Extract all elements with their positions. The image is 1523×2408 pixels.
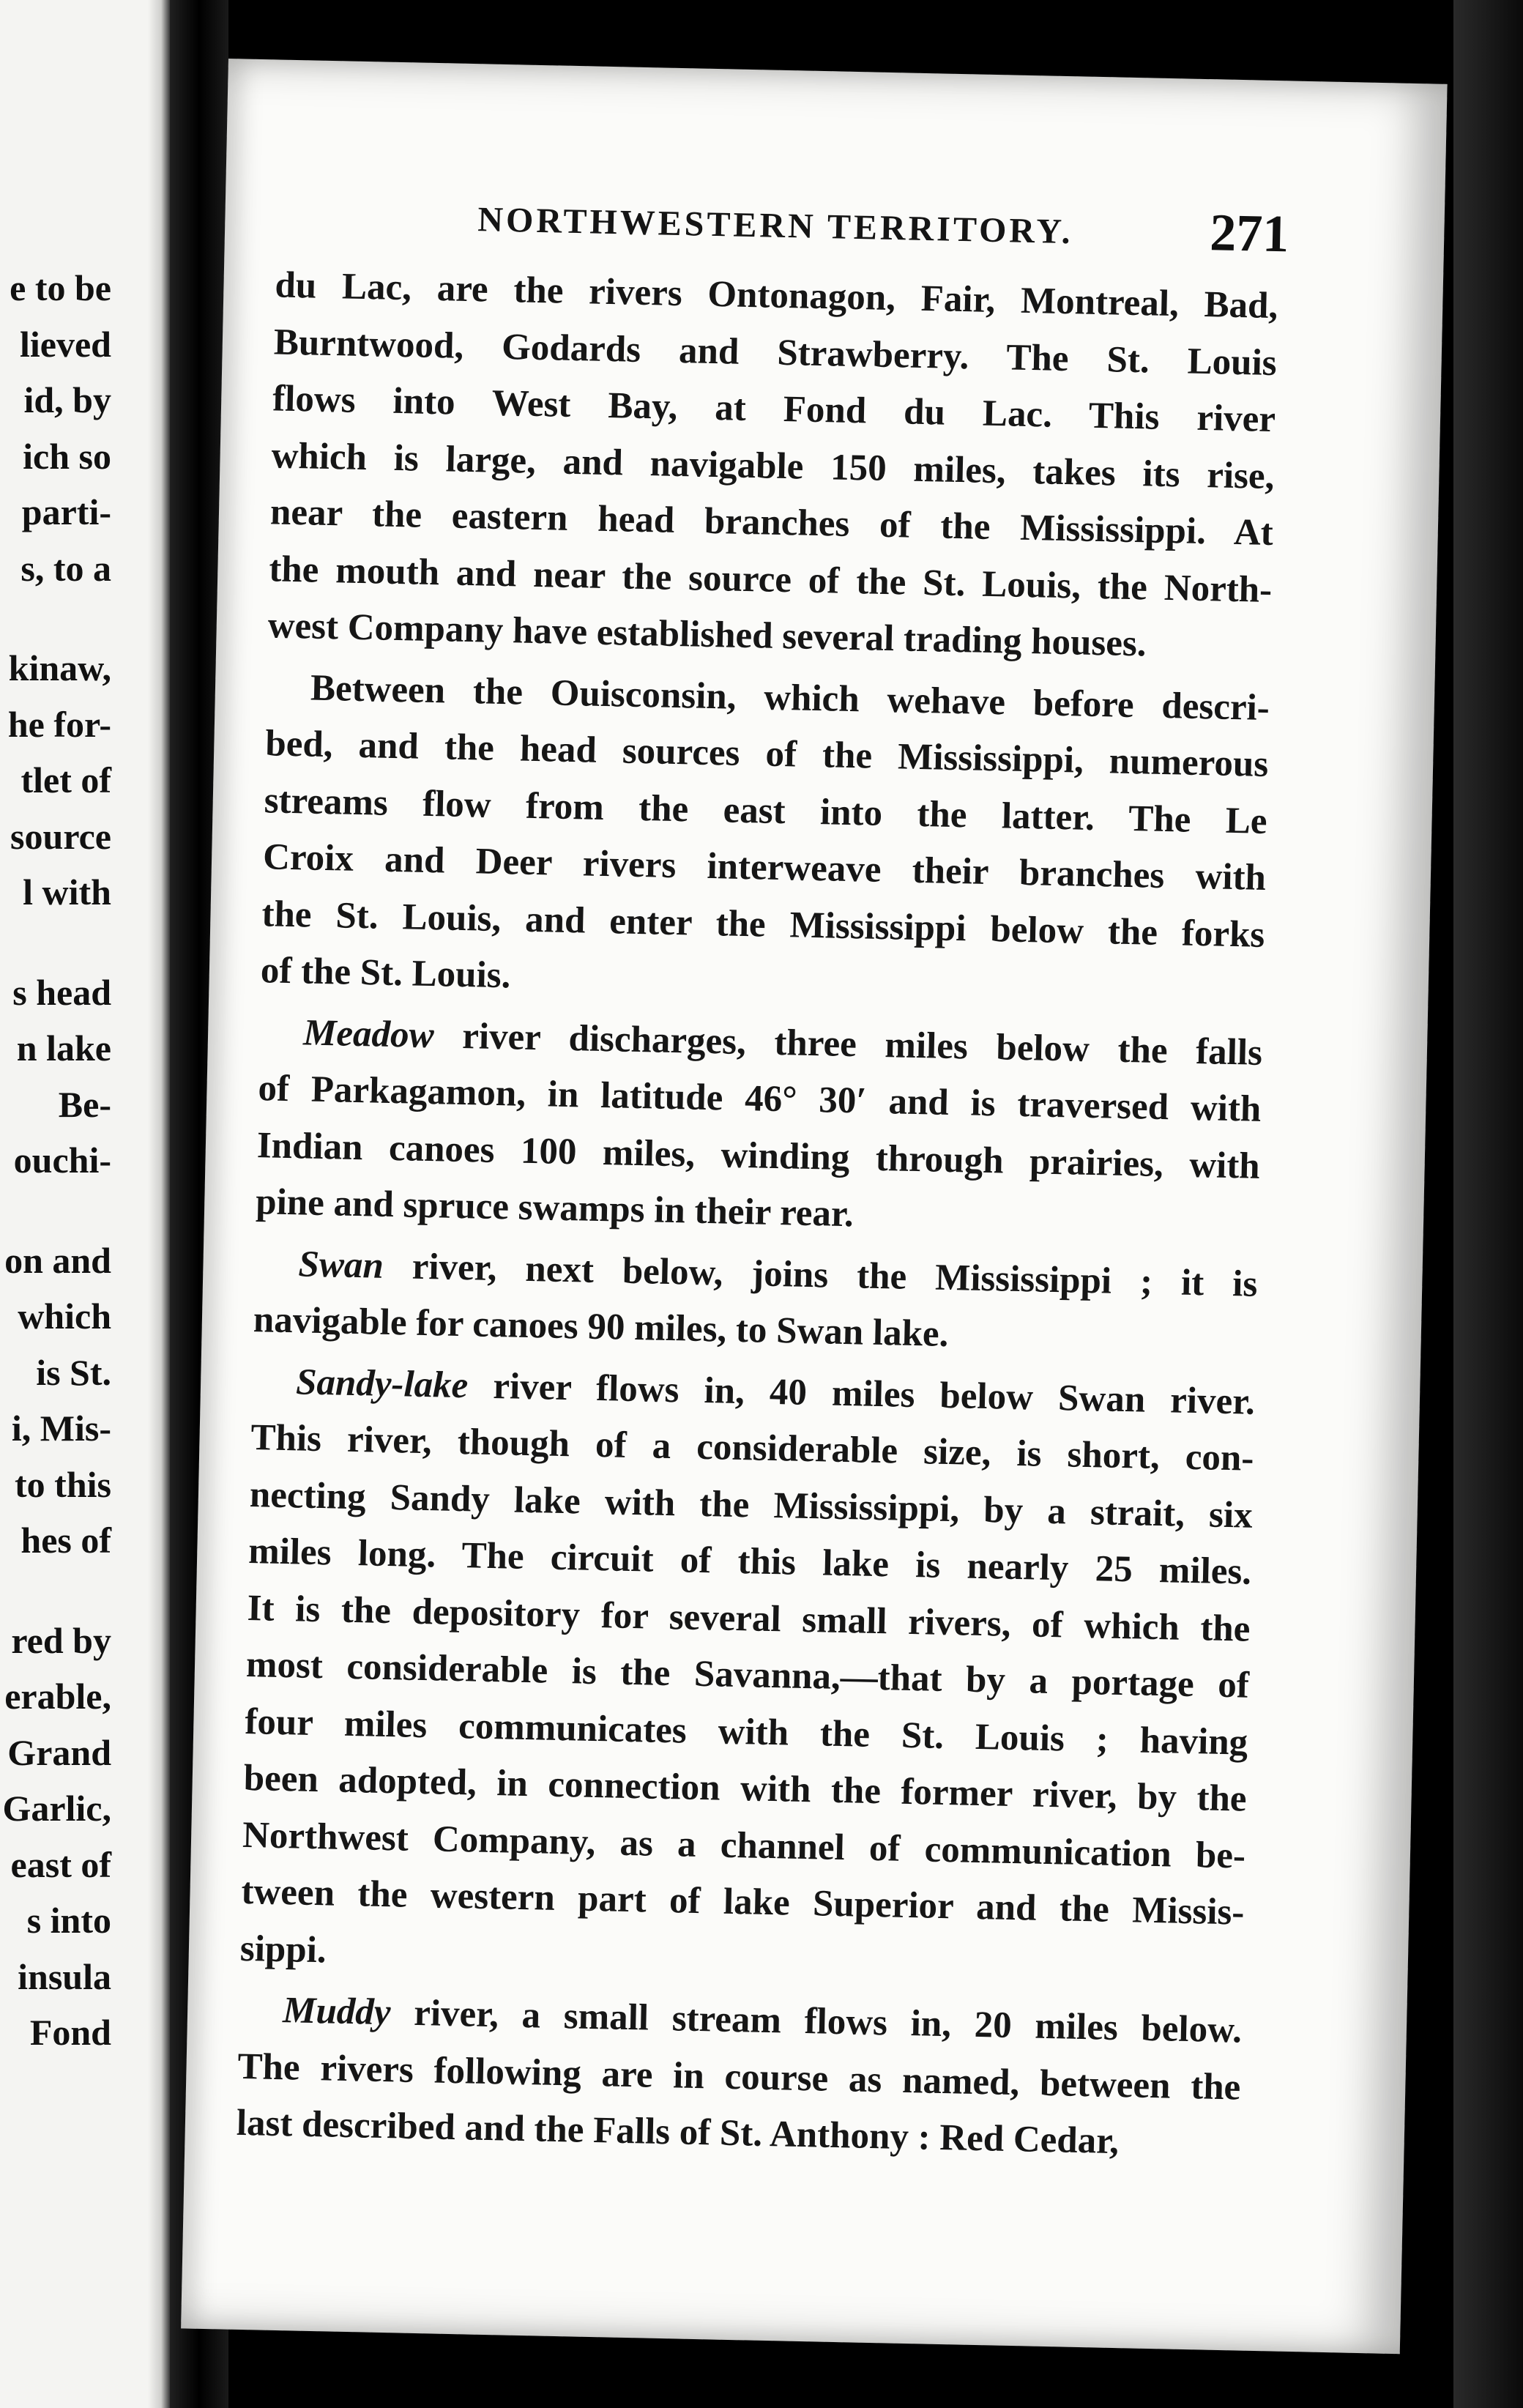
left-page-fragment: source (10, 815, 111, 857)
left-page-fragment: which (18, 1296, 111, 1337)
text-line: pine and spruce swamps in their rear. (255, 1181, 854, 1235)
text-line: four miles communicates with the St. Louis ; having (244, 1701, 1248, 1764)
italic-river-name: Muddy (282, 1990, 392, 2034)
line-text: river discharges, three miles below the falls (433, 1014, 1263, 1074)
left-facing-page (0, 0, 170, 2408)
left-page-fragment: east of (10, 1843, 111, 1885)
left-page-fragment: ich so (23, 435, 111, 477)
text-line: of the St. Louis. (260, 950, 511, 997)
left-page-fragment: erable, (4, 1676, 111, 1717)
text-line: west Company have established several trading houses. (267, 605, 1147, 665)
right-page (181, 59, 1448, 2354)
text-line: sippi. (239, 1928, 327, 1971)
left-page-gutter-shadow (148, 0, 170, 2408)
left-page-fragment (0, 1189, 111, 1233)
text-line: Indian canoes 100 miles, winding through prairies, with (256, 1124, 1261, 1187)
text-line: It is the depository for several small rivers, of which the (247, 1587, 1251, 1650)
text-line: the St. Louis, and enter the Mississippi below the forks (261, 893, 1265, 956)
left-page-fragment: he for- (7, 703, 111, 745)
left-page-fragment: Fond (29, 2012, 111, 2053)
text-line: flows into West Bay, at Fond du Lac. This river (272, 378, 1276, 441)
left-page-fragment: id, by (23, 379, 111, 420)
left-page-fragment (0, 1569, 111, 1613)
paragraph (255, 1004, 1262, 1252)
text-line: Croix and Deer rivers interweave their branches with (262, 836, 1267, 899)
paragraph (236, 1982, 1243, 2173)
line-text: river, a small stream flows in, 20 miles below. (390, 1992, 1243, 2051)
left-page-fragment: s, to a (21, 547, 111, 589)
text-line: Burntwood, Godards and Strawberry. The St. Louis (273, 321, 1278, 384)
left-page-fragment: tlet of (21, 759, 111, 800)
text-line: This river, though of a considerable size, is short, con- (250, 1417, 1254, 1479)
left-page-fragment: parti- (21, 491, 111, 532)
left-page-fragment: l with (23, 872, 111, 913)
left-page-fragment: to this (15, 1463, 111, 1505)
paragraph (267, 257, 1278, 675)
paragraph (239, 1353, 1256, 1999)
text-line: streams flow from the east into the latter. The Le (264, 779, 1268, 842)
text-line: necting Sandy lake with the Mississippi, by a strait, six (249, 1474, 1254, 1536)
left-page-fragment: lieved (20, 323, 111, 365)
text-line: miles long. The circuit of this lake is nearly 25 miles. (247, 1531, 1252, 1593)
left-page-fragment: red by (11, 1619, 111, 1661)
italic-river-name: Swan (297, 1243, 384, 1287)
italic-river-name: Sandy-lake (295, 1361, 469, 1406)
left-page-fragment: e to be (10, 267, 111, 308)
left-page-fragment (0, 921, 111, 965)
left-page-text-fragments (0, 260, 111, 2061)
paragraph (253, 1235, 1258, 1370)
text-line: of Parkagamon, in latitude 46° 30′ and is traversed with (257, 1068, 1262, 1130)
running-head: NORTHWESTERN TERRITORY. (477, 200, 1074, 252)
left-page-fragment: on and (4, 1239, 111, 1281)
left-page-fragment (0, 596, 111, 640)
text-line: the mouth and near the source of the St. Louis, the North- (268, 548, 1273, 611)
line-text: river flows in, 40 miles below Swan river. (467, 1364, 1256, 1423)
text-line: du Lac, are the rivers Ontonagon, Fair, Montreal, Bad, (274, 264, 1278, 327)
italic-river-name: Meadow (302, 1011, 435, 1056)
left-page-fragment: s head (12, 971, 111, 1013)
left-page-fragment: s into (26, 1900, 111, 1941)
left-page-fragment: kinaw, (8, 647, 111, 688)
line-text: river, next below, joins the Mississippi ; it is (383, 1245, 1258, 1305)
left-page-fragment: Grand (7, 1731, 111, 1773)
text-line: most considerable is the Savanna,—that by a portage of (245, 1643, 1250, 1706)
left-page-fragment: n lake (16, 1028, 111, 1069)
left-page-fragment: Garlic, (2, 1788, 111, 1829)
page-number: 271 (1209, 203, 1290, 264)
text-line: Between the Ouisconsin, which wehave before descri- (310, 667, 1270, 729)
text-line: navigable for canoes 90 miles, to Swan lake. (253, 1299, 949, 1355)
text-line: near the eastern head branches of the Mississippi. At (269, 491, 1274, 554)
text-line: been adopted, in connection with the former river, by the (243, 1757, 1248, 1820)
text-line: The rivers following are in course as named, between the (237, 2045, 1241, 2108)
text-line: Northwest Company, as a channel of communication be- (242, 1814, 1246, 1877)
left-page-fragment: insula (18, 1955, 111, 1997)
left-page-fragment: ouchi- (13, 1140, 111, 1181)
text-line: which is large, and navigable 150 miles, takes its rise, (271, 434, 1275, 497)
right-page-edge-shadow (1453, 0, 1523, 2408)
page-body-text (236, 257, 1278, 2177)
left-page-fragment: Be- (58, 1083, 111, 1125)
left-page-fragment: is St. (36, 1351, 111, 1393)
text-line: last described and the Falls of St. Anthony : Red Cedar, (236, 2102, 1120, 2163)
left-page-fragment: i, Mis- (11, 1408, 111, 1449)
text-line: tween the western part of lake Superior and the Missis- (241, 1870, 1245, 1933)
left-page-fragment: hes of (21, 1520, 111, 1561)
text-line: bed, and the head sources of the Mississippi, numerous (264, 723, 1269, 785)
paragraph (260, 659, 1270, 1021)
